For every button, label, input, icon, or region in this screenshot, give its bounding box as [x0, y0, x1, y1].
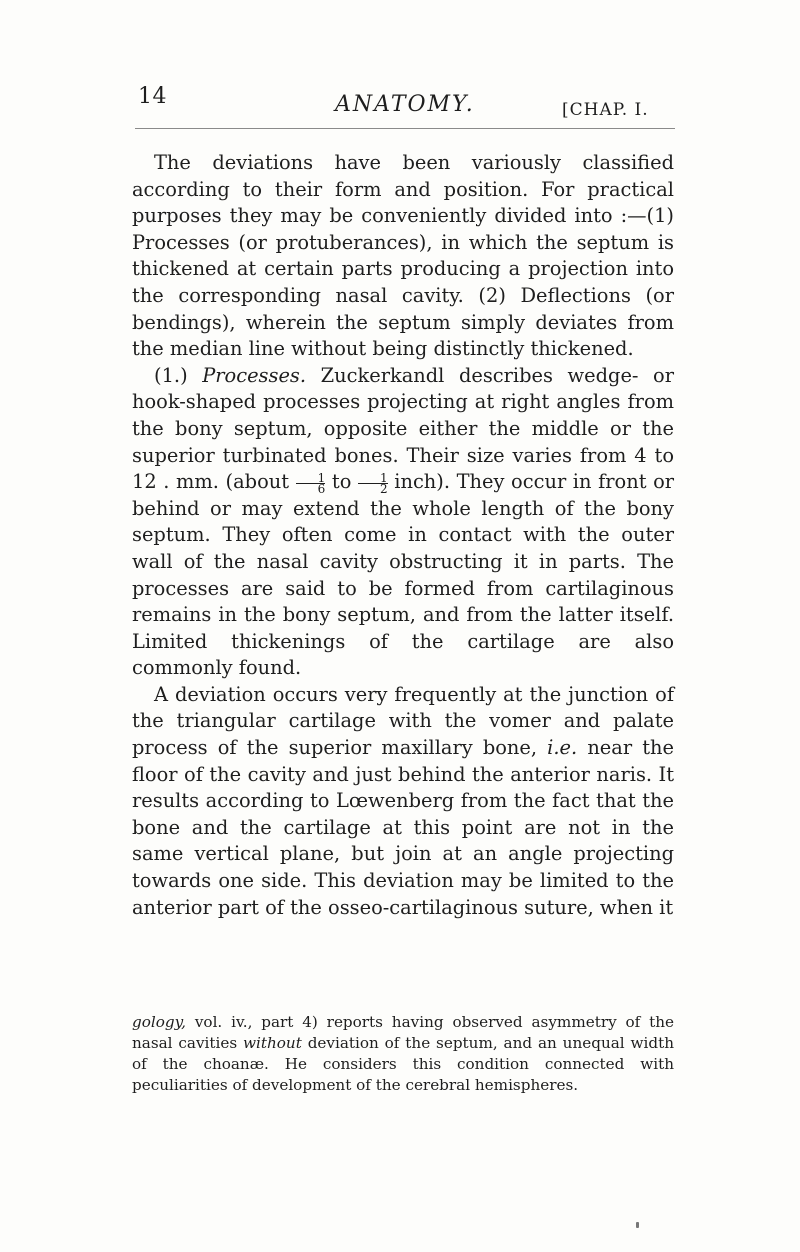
deviation-text-a: A deviation occurs very frequently at the junction of the triangular cartilage with the vomer and palate process of the superior maxillary bone,: [132, 682, 674, 760]
fraction-one-half: [358, 470, 388, 496]
footnote-italic-b: without: [243, 1034, 302, 1052]
paragraph-processes: [132, 363, 674, 682]
paragraph-deviation: [132, 682, 674, 921]
print-speck: [636, 1222, 639, 1228]
body-text: [132, 150, 674, 921]
running-title: ANATOMY.: [335, 92, 475, 117]
processes-to: to: [331, 470, 352, 494]
footnote: [132, 1012, 674, 1096]
fraction-one-sixth: [296, 470, 326, 496]
fraction-numerator: 1: [358, 473, 388, 484]
deviation-ie: i.e.: [547, 736, 578, 760]
footnote-text: [132, 1012, 674, 1096]
processes-number: (1.): [154, 363, 188, 387]
page-header: [0, 78, 800, 118]
processes-heading: Processes.: [202, 363, 307, 387]
chapter-label: [CHAP. I.: [562, 100, 649, 120]
footnote-text-b: deviation of the septum, and an unequal width of the choanæ. He considers this condition connected with peculiarities of development of the cerebral hemispheres.: [132, 1034, 674, 1094]
fraction-numerator: 1: [296, 473, 326, 484]
paragraph-classification: The deviations have been variously classified according to their form and position. For practical purposes they may be conveniently divided into :—(1) Processes (or protuberances), in which the septum is thickened at certain parts producing a projection into the corresponding nasal cavity. (2) Deflections (or bendings), wherein the septum simply deviates from the median line without being distinctly thickened.: [132, 151, 674, 361]
fraction-denominator: 2: [380, 481, 388, 496]
processes-text-a: Zuckerkandl describes wedge- or hook-shaped processes projecting at right angles from the bony septum, opposite either the middle or the superior turbinated bones. Their size varies from 4 to 12 . mm. (about: [132, 363, 675, 494]
footnote-italic-a: gology,: [132, 1013, 186, 1031]
deviation-text-b: near the floor of the cavity and just behind the anterior naris. It results according to Lœwenberg from the fact that the bone and the cartilage at this point are not in the same vertical plane, but join at an angle projecting towards one side. This deviation may be limited to the anterior part of the osseo-cartilaginous suture, when it: [132, 736, 674, 919]
header-rule: [135, 128, 675, 129]
fraction-denominator: 6: [317, 481, 326, 496]
footnote-text-a: vol. iv., part 4) reports having observed asymmetry of the nasal cavities: [132, 1013, 675, 1052]
processes-text-b: inch). They occur in front or behind or may extend the whole length of the bony septum. They often come in contact with the outer wall of the nasal cavity obstructing it in parts. The processes are said to be formed from cartilaginous remains in the bony septum, and from the latter itself. Limited thickenings of the cartilage are also commonly found.: [132, 470, 675, 680]
page-number: 14: [138, 84, 167, 109]
